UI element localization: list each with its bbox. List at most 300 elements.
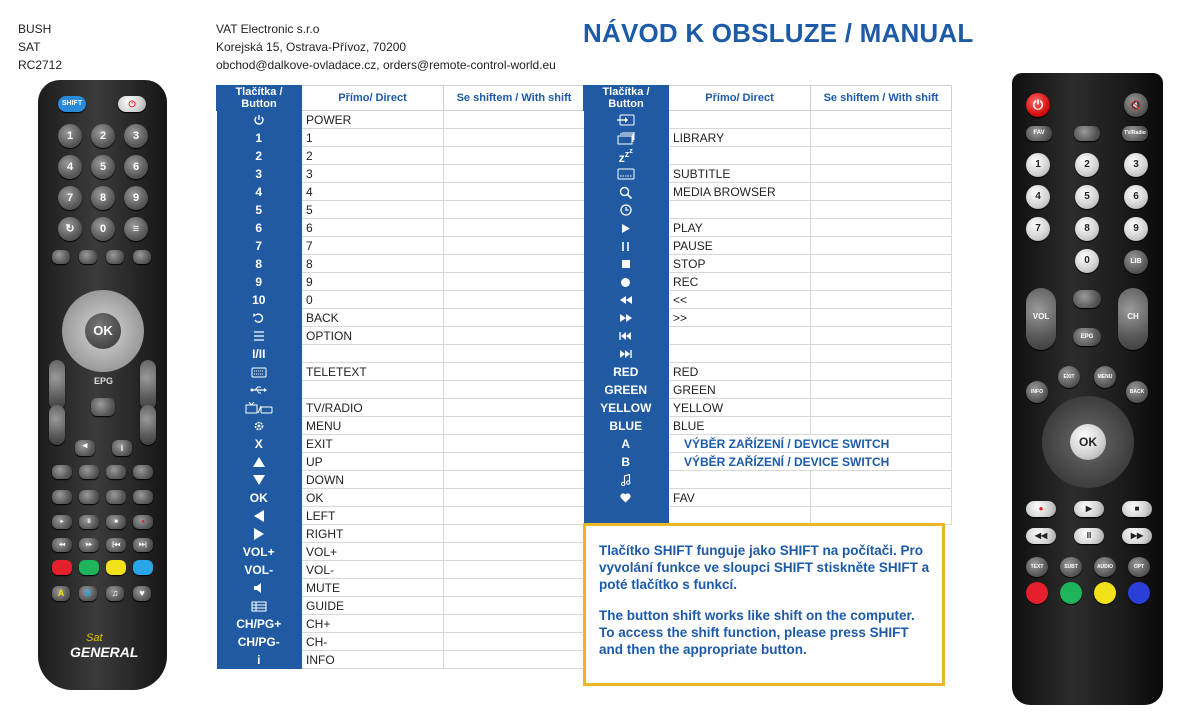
function-key: [106, 250, 124, 264]
table-row: [584, 435, 952, 453]
fast-forward-icon: [620, 314, 632, 322]
shift-function-cell: [811, 147, 952, 165]
button-icon-cell: [217, 327, 302, 345]
direct-function-cell: <<: [669, 291, 811, 309]
direct-function-cell: 4: [302, 183, 444, 201]
table-row: [584, 129, 952, 147]
input-icon: [617, 114, 635, 126]
shift-function-cell: [811, 327, 952, 345]
direct-function-cell: 8: [302, 255, 444, 273]
table-row: [217, 219, 585, 237]
table-row: [217, 273, 585, 291]
button-label-cell: I/II: [217, 345, 302, 363]
shift-function-cell: [811, 165, 952, 183]
table-row: [217, 381, 585, 399]
mute-icon: [253, 583, 265, 593]
direct-function-cell: CH-: [302, 633, 444, 651]
direct-function-cell: PLAY: [669, 219, 811, 237]
stop-icon: [622, 260, 630, 268]
direct-function-cell: RIGHT: [302, 525, 444, 543]
table-header-row: [584, 86, 952, 111]
record-icon: [621, 278, 630, 287]
yellow-key: [106, 560, 126, 575]
shift-function-cell: [444, 597, 585, 615]
media-key: ▶: [1074, 501, 1104, 517]
company-info: [216, 20, 556, 74]
button-label-cell: CH/PG+: [217, 615, 302, 633]
exit-key: EXIT: [1058, 366, 1080, 388]
shift-function-cell: [444, 237, 585, 255]
table-row: [217, 255, 585, 273]
button-icon-cell: [217, 381, 302, 399]
button-icon-cell: [584, 183, 669, 201]
teletext-key: [91, 398, 115, 416]
shift-function-cell: [811, 237, 952, 255]
button-label-cell: 5: [217, 201, 302, 219]
shift-function-cell: [811, 111, 952, 129]
option-key: ≡: [124, 217, 148, 241]
direct-function-cell: [669, 507, 811, 525]
table-row: [584, 507, 952, 525]
number-key-8: 8: [91, 186, 115, 210]
sleep-zzz-icon: $z^{z^z}$: [618, 147, 633, 165]
shift-function-cell: [444, 453, 585, 471]
dpad: [62, 290, 144, 372]
media-key: |◂◂: [106, 538, 126, 552]
ch-rocker: [140, 360, 156, 410]
direct-function-cell: [669, 345, 811, 363]
button-label-cell: 6: [217, 219, 302, 237]
power-key: ⏻: [118, 96, 146, 112]
button-icon-cell: [217, 597, 302, 615]
button-icon-cell: [584, 201, 669, 219]
media-key: ■: [1122, 501, 1152, 517]
vol2-rocker: [49, 405, 65, 445]
music-key: ♫: [106, 586, 124, 601]
button-icon-cell: [217, 417, 302, 435]
table-row: [584, 219, 952, 237]
blue-key: [133, 560, 153, 575]
table-row: [217, 615, 585, 633]
shift-function-cell: [444, 255, 585, 273]
number-key-8: 8: [1075, 217, 1099, 241]
table-row: [217, 579, 585, 597]
mute-key: 🔇: [1124, 93, 1148, 117]
button-label-cell: i: [217, 651, 302, 669]
table-row: [584, 309, 952, 327]
shift-function-cell: [444, 633, 585, 651]
shift-function-cell: [811, 309, 952, 327]
button-label-cell: 10: [217, 291, 302, 309]
shift-function-cell: [444, 471, 585, 489]
vol-label: VOL: [1032, 312, 1050, 321]
table-body-left: [217, 111, 585, 669]
media-key: ●: [1026, 501, 1056, 517]
magnifier-icon: [619, 186, 633, 199]
shift-function-cell: [444, 345, 585, 363]
number-key-5: 5: [1075, 185, 1099, 209]
button-label-cell: YELLOW: [584, 399, 669, 417]
shift-function-cell: [444, 651, 585, 669]
skip-forward-icon: [619, 350, 632, 358]
table-row: [584, 417, 952, 435]
direct-function-cell: TV/RADIO: [302, 399, 444, 417]
right-remote-image: [1012, 73, 1163, 705]
media-key: ◀◀: [1026, 528, 1056, 544]
button-icon-cell: [217, 111, 302, 129]
direct-function-cell: STOP: [669, 255, 811, 273]
lib-key: LIB: [1124, 250, 1148, 274]
blue-key: [1128, 582, 1150, 604]
table-row: [217, 597, 585, 615]
info-key: i: [112, 440, 132, 456]
shift-function-cell: [444, 399, 585, 417]
power-icon: [253, 114, 265, 126]
table-row: [584, 489, 952, 507]
button-icon-cell: [584, 255, 669, 273]
direct-function-cell: OK: [302, 489, 444, 507]
number-key-6: 6: [124, 155, 148, 179]
direct-function-cell: SUBTITLE: [669, 165, 811, 183]
shift-function-cell: [444, 111, 585, 129]
table-row: [584, 291, 952, 309]
brand-text: BUSH: [18, 22, 52, 36]
shift-function-cell: [811, 417, 952, 435]
epg-key: EPG: [1073, 328, 1101, 346]
button-icon-cell: [217, 309, 302, 327]
teletext-icon: [251, 367, 267, 378]
ch-label: CH: [1127, 312, 1139, 321]
number-key-6: 6: [1124, 185, 1148, 209]
table-row: [217, 525, 585, 543]
page-title: NÁVOD K OBSLUZE / MANUAL: [583, 18, 974, 48]
table-row: [217, 561, 585, 579]
button-icon-cell: [217, 399, 302, 417]
mute-key: ◂: [75, 440, 95, 456]
direct-function-cell: UP: [302, 453, 444, 471]
table-row: [217, 435, 585, 453]
direct-function-cell: 9: [302, 273, 444, 291]
direct-function-cell: BLUE: [669, 417, 811, 435]
company-name: VAT Electronic s.r.o: [216, 22, 320, 36]
direct-function-cell: 1: [302, 129, 444, 147]
direct-function-cell: VOL-: [302, 561, 444, 579]
text-key: TEXT: [1026, 557, 1048, 577]
brand-logo: GENERAL: [70, 644, 139, 660]
vol-rocker: [1026, 288, 1056, 350]
table-row: [584, 147, 952, 165]
menu-key: MENU: [1094, 366, 1116, 388]
table-header-row: [217, 86, 585, 111]
direct-function-cell: 2: [302, 147, 444, 165]
button-icon-cell: [217, 471, 302, 489]
table-row: [217, 417, 585, 435]
button-icon-cell: [584, 273, 669, 291]
www-key: [1074, 126, 1100, 141]
model-text: RC2712: [18, 58, 63, 72]
direct-function-cell: FAV: [669, 489, 811, 507]
shift-function-cell: [811, 381, 952, 399]
shift-function-cell: [811, 273, 952, 291]
direct-function-cell: CH+: [302, 615, 444, 633]
table-row: [217, 399, 585, 417]
tv-radio-icon: [245, 402, 273, 414]
shift-function-cell: [444, 561, 585, 579]
direct-function-cell: [302, 345, 444, 363]
table-row: [217, 633, 585, 651]
button-icon-cell: [584, 327, 669, 345]
button-icon-cell: [584, 237, 669, 255]
button-label-cell: X: [217, 435, 302, 453]
table-row: [217, 309, 585, 327]
media-key: [52, 465, 72, 479]
button-icon-cell: [584, 291, 669, 309]
table-row: [217, 147, 585, 165]
shift-function-cell: [444, 147, 585, 165]
col-button-header: Tlačítka / Button: [584, 86, 669, 111]
a-key: A: [52, 586, 70, 601]
direct-function-cell: [669, 201, 811, 219]
table-row: [584, 399, 952, 417]
pg-rocker: [140, 405, 156, 445]
shift-function-cell: [444, 381, 585, 399]
music-note-icon: [621, 474, 631, 486]
function-key: [79, 250, 97, 264]
button-icon-cell: [584, 147, 669, 165]
green-key: [79, 560, 99, 575]
table-row: [584, 453, 952, 471]
left-triangle-icon: [254, 510, 264, 522]
number-key-9: 9: [1124, 217, 1148, 241]
media-key: [133, 490, 153, 504]
media-key: ▸▸: [79, 538, 99, 552]
opt-key: OPT: [1128, 557, 1150, 577]
media-key: ■: [106, 515, 126, 529]
shift-function-cell: [444, 507, 585, 525]
media-key: ▸▸|: [133, 538, 153, 552]
note-english: The button shift works like shift on the computer. To access the shift function, please press SHIFT and then the appropriate button.: [599, 608, 915, 657]
button-label-cell: RED: [584, 363, 669, 381]
table-row: [217, 111, 585, 129]
direct-function-cell: [669, 147, 811, 165]
shift-function-cell: [444, 417, 585, 435]
table-row: [584, 165, 952, 183]
direct-function-cell: 5: [302, 201, 444, 219]
media-key: [106, 465, 126, 479]
table-row: [584, 183, 952, 201]
button-icon-cell: [584, 471, 669, 489]
direct-function-cell: MENU: [302, 417, 444, 435]
table-row: [217, 327, 585, 345]
shift-function-cell: [811, 507, 952, 525]
shift-function-cell: [444, 201, 585, 219]
direct-function-cell: PAUSE: [669, 237, 811, 255]
col-shift-header: Se shiftem / With shift: [444, 86, 585, 111]
right-triangle-icon: [254, 528, 264, 540]
number-key-1: 1: [58, 124, 82, 148]
table-row: [584, 381, 952, 399]
button-label-cell: 1: [217, 129, 302, 147]
shift-function-cell: [811, 399, 952, 417]
shift-key: SHIFT: [58, 96, 86, 112]
rewind-icon: [620, 296, 632, 304]
number-key-3: 3: [124, 124, 148, 148]
direct-function-cell: 3: [302, 165, 444, 183]
direct-function-cell: 0: [302, 291, 444, 309]
table-row: [217, 291, 585, 309]
button-label-cell: [584, 507, 669, 525]
col-shift-header: Se shiftem / With shift: [811, 86, 952, 111]
table-row: [584, 471, 952, 489]
down-triangle-icon: [253, 475, 265, 485]
green-key: [1060, 582, 1082, 604]
button-table-left: [216, 85, 585, 669]
button-label-cell: OK: [217, 489, 302, 507]
shift-function-cell: [444, 489, 585, 507]
pip-key: [1073, 290, 1101, 308]
table-row: [217, 201, 585, 219]
media-key: ◂◂: [52, 538, 72, 552]
button-icon-cell: [584, 219, 669, 237]
ok-key: OK: [85, 313, 121, 349]
media-key: [79, 490, 99, 504]
table-row: [217, 543, 585, 561]
direct-function-cell: DOWN: [302, 471, 444, 489]
col-direct-header: Přímo/ Direct: [669, 86, 811, 111]
shift-function-cell: [811, 489, 952, 507]
table-row: [584, 255, 952, 273]
shift-function-cell: [811, 201, 952, 219]
direct-function-cell: 6: [302, 219, 444, 237]
shift-function-cell: [444, 273, 585, 291]
brand-logo-top: Sat: [86, 632, 103, 644]
shift-function-cell: [444, 579, 585, 597]
table-row: [584, 111, 952, 129]
vol-rocker: [49, 360, 65, 410]
heart-icon: [620, 493, 631, 503]
shift-function-cell: [811, 255, 952, 273]
number-key-5: 5: [91, 155, 115, 179]
direct-function-cell: OPTION: [302, 327, 444, 345]
number-key-0: 0: [91, 217, 115, 241]
epg-label: EPG: [94, 376, 114, 386]
media-key: ●: [133, 515, 153, 529]
col-button-header: Tlačítka / Button: [217, 86, 302, 111]
direct-function-cell: TELETEXT: [302, 363, 444, 381]
button-label-cell: VOL+: [217, 543, 302, 561]
red-key: [52, 560, 72, 575]
fav-key: ♥: [133, 586, 151, 601]
table-row: [584, 273, 952, 291]
type-text: SAT: [18, 40, 41, 54]
shift-function-cell: [811, 183, 952, 201]
table-row: [217, 129, 585, 147]
media-key: II: [1074, 528, 1104, 544]
dpad: [1042, 396, 1134, 488]
direct-function-cell: [669, 471, 811, 489]
table-row: [584, 201, 952, 219]
shift-function-cell: [444, 525, 585, 543]
table-row: [217, 165, 585, 183]
shift-function-cell: [444, 543, 585, 561]
button-label-cell: GREEN: [584, 381, 669, 399]
button-icon-cell: [217, 363, 302, 381]
direct-function-cell: YELLOW: [669, 399, 811, 417]
table-row: [217, 183, 585, 201]
shift-function-cell: [444, 219, 585, 237]
shift-function-cell: [811, 129, 952, 147]
audio-key: AUDIO: [1094, 557, 1116, 577]
direct-function-cell: MUTE: [302, 579, 444, 597]
button-label-cell: 3: [217, 165, 302, 183]
shift-function-cell: [444, 309, 585, 327]
shift-function-cell: [811, 291, 952, 309]
direct-function-cell: GREEN: [669, 381, 811, 399]
button-label-cell: 9: [217, 273, 302, 291]
b-key: B: [79, 586, 97, 601]
button-icon-cell: [584, 489, 669, 507]
play-icon: [622, 224, 630, 233]
option-lines-icon: [253, 331, 265, 341]
clock-icon: [620, 204, 632, 216]
direct-function-cell: VOL+: [302, 543, 444, 561]
direct-function-cell: LEFT: [302, 507, 444, 525]
table-row: [217, 363, 585, 381]
media-key: ▶▶: [1122, 528, 1152, 544]
number-key-4: 4: [58, 155, 82, 179]
table-row: [217, 345, 585, 363]
company-emails: obchod@dalkove-ovladace.cz, orders@remote-control-world.eu: [216, 58, 556, 72]
info-key: INFO: [1026, 381, 1048, 403]
fav-key: FAV: [1026, 126, 1052, 141]
button-icon-cell: [584, 129, 669, 147]
button-label-cell: 7: [217, 237, 302, 255]
button-icon-cell: [217, 453, 302, 471]
remote-model-info: [18, 20, 62, 74]
button-icon-cell: [217, 525, 302, 543]
number-key-7: 7: [58, 186, 82, 210]
shift-note-box: [583, 523, 945, 686]
shift-function-cell: [444, 291, 585, 309]
button-label-cell: CH/PG-: [217, 633, 302, 651]
red-key: [1026, 582, 1048, 604]
table-row: [584, 237, 952, 255]
button-table-right: [583, 85, 952, 525]
shift-function-cell: [444, 327, 585, 345]
direct-function-cell: [302, 381, 444, 399]
table-row: [584, 345, 952, 363]
number-key-1: 1: [1026, 153, 1050, 177]
media-key: [106, 490, 126, 504]
number-key-4: 4: [1026, 185, 1050, 209]
table-row: [217, 471, 585, 489]
device-switch-cell: VÝBĚR ZAŘÍZENÍ / DEVICE SWITCH: [669, 435, 952, 453]
company-address: Korejská 15, Ostrava-Přívoz, 70200: [216, 40, 407, 54]
usb-icon: [250, 385, 268, 395]
function-key: [52, 250, 70, 264]
number-key-0: 0: [1075, 249, 1099, 273]
direct-function-cell: LIBRARY: [669, 129, 811, 147]
direct-function-cell: 7: [302, 237, 444, 255]
button-label-cell: BLUE: [584, 417, 669, 435]
button-label-cell: 8: [217, 255, 302, 273]
table-body-right: [584, 111, 952, 525]
button-icon-cell: [217, 579, 302, 597]
button-label-cell: B: [584, 453, 669, 471]
direct-function-cell: POWER: [302, 111, 444, 129]
direct-function-cell: INFO: [302, 651, 444, 669]
shift-function-cell: [444, 615, 585, 633]
